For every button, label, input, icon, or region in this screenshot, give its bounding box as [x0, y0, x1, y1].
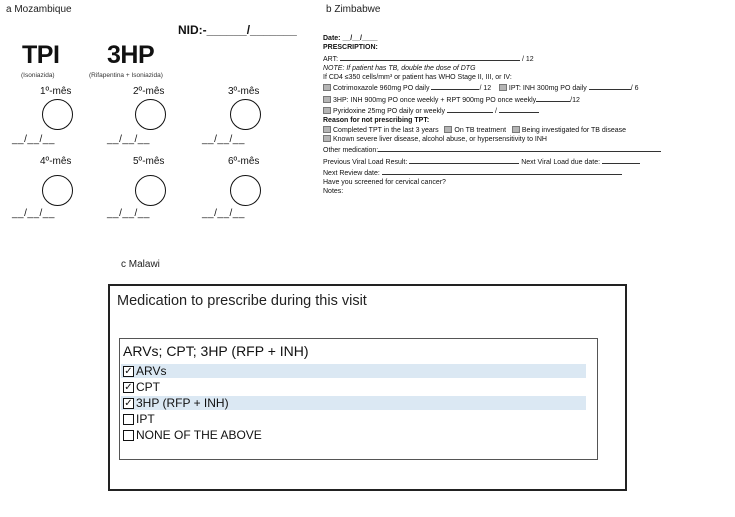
- zim-reason-4-checkbox[interactable]: [323, 135, 331, 142]
- month-6-circle[interactable]: [230, 175, 261, 206]
- zim-ctx-suffix: / 12: [479, 85, 492, 93]
- month-6-label: 6º-mês: [228, 156, 260, 167]
- zim-other-med-field[interactable]: [378, 144, 661, 152]
- zim-reason-2-checkbox[interactable]: [444, 126, 452, 133]
- zim-reason-4-label: Known severe liver disease, alcohol abuse, or hypersensitivity to INH: [333, 135, 547, 143]
- 3hp-subtitle: (Rifapentina + Isoniazida): [89, 72, 163, 79]
- zim-ipt-field[interactable]: [589, 82, 631, 90]
- zim-3hp-label: 3HP: INH 900mg PO once weekly + RPT 900mg PO once weekly: [333, 96, 537, 104]
- month-4-label: 4º-mês: [40, 156, 72, 167]
- malawi-option-label: NONE OF THE ABOVE: [136, 428, 262, 442]
- malawi-option-label: 3HP (RFP + INH): [136, 396, 229, 410]
- zim-art-suffix: / 12: [520, 55, 534, 63]
- malawi-checkbox-cpt[interactable]: ✓: [124, 381, 133, 393]
- zim-art-field[interactable]: [340, 53, 520, 61]
- zim-ctx-field[interactable]: [431, 82, 479, 90]
- malawi-option-ipt[interactable]: [121, 412, 586, 426]
- zim-other-med-label: Other medication:: [323, 147, 379, 155]
- zim-ctx-label: Cotrimoxazole 960mg PO daily: [333, 85, 430, 93]
- malawi-checkbox-none[interactable]: [123, 430, 134, 441]
- malawi-option-3hp[interactable]: [121, 396, 586, 410]
- malawi-option-label: CPT: [136, 380, 160, 394]
- zim-note: NOTE: If patient has TB, double the dose of DTG: [323, 64, 476, 72]
- zim-next-review-field[interactable]: [382, 167, 622, 175]
- zim-cervical-question: Have you screened for cervical cancer?: [323, 179, 446, 187]
- malawi-checkbox-arvs[interactable]: ✓: [124, 365, 133, 377]
- zim-cd4-text: If CD4 ≤350 cells/mm³ or patient has WHO Stage II, III, or IV:: [323, 74, 512, 82]
- zim-prev-vl-field[interactable]: [409, 156, 519, 164]
- malawi-option-none[interactable]: [121, 428, 586, 442]
- month-2-date[interactable]: __/__/__: [107, 134, 150, 145]
- month-2-label: 2º-mês: [133, 86, 165, 97]
- zim-form: [323, 34, 661, 197]
- zim-ctx-checkbox[interactable]: [323, 84, 331, 91]
- zim-reason-3-label: Being investigated for TB disease: [521, 126, 627, 134]
- month-3-label: 3º-mês: [228, 86, 260, 97]
- month-6-date[interactable]: __/__/__: [202, 208, 245, 219]
- zim-next-vl-field[interactable]: [602, 156, 640, 164]
- zim-3hp-suffix: /12: [570, 96, 580, 104]
- month-1-date[interactable]: __/__/__: [12, 134, 55, 145]
- zim-pyridoxine-suffix: /: [494, 108, 497, 116]
- malawi-selected-summary: ARVs; CPT; 3HP (RFP + INH): [123, 343, 309, 359]
- month-2-circle[interactable]: [135, 99, 166, 130]
- panel-label-mozambique: a Mozambique: [6, 4, 72, 15]
- zim-reason-heading: Reason for not prescribing TPT:: [323, 117, 430, 125]
- tpi-subtitle: (Isoniazida): [21, 72, 55, 79]
- zim-next-vl-label: Next Viral Load due date:: [521, 158, 601, 166]
- zim-reason-1-label: Completed TPT in the last 3 years: [333, 126, 439, 134]
- zim-reason-1-checkbox[interactable]: [323, 126, 331, 133]
- month-3-circle[interactable]: [230, 99, 261, 130]
- month-5-circle[interactable]: [135, 175, 166, 206]
- zim-3hp-field[interactable]: [536, 94, 570, 102]
- month-4-date[interactable]: __/__/__: [12, 208, 55, 219]
- zim-pyridoxine-field[interactable]: [447, 105, 493, 113]
- tpi-title: TPI: [22, 41, 60, 69]
- zim-reason-3-checkbox[interactable]: [512, 126, 520, 133]
- zim-prescription-heading: PRESCRIPTION:: [323, 44, 378, 52]
- zim-date[interactable]: Date: __/__/____: [323, 35, 378, 42]
- malawi-option-arvs[interactable]: [121, 364, 586, 378]
- zim-ipt-label: IPT: INH 300mg PO daily: [508, 85, 587, 93]
- panel-label-zimbabwe: b Zimbabwe: [326, 4, 381, 15]
- zim-pyridoxine-field-2[interactable]: [499, 105, 539, 113]
- panel-label-malawi: c Malawi: [121, 259, 160, 270]
- month-4-circle[interactable]: [42, 175, 73, 206]
- 3hp-title: 3HP: [107, 41, 155, 69]
- zim-next-review-label: Next Review date:: [323, 169, 380, 177]
- malawi-title: Medication to prescribe during this visit: [117, 293, 367, 309]
- month-1-circle[interactable]: [42, 99, 73, 130]
- month-1-label: 1º-mês: [40, 86, 72, 97]
- zim-pyridoxine-label: Pyridoxine 25mg PO daily or weekly: [333, 108, 446, 116]
- zim-pyridoxine-checkbox[interactable]: [323, 107, 331, 114]
- zim-art-label: ART:: [323, 55, 340, 63]
- zim-ipt-suffix: / 6: [630, 85, 639, 93]
- zim-notes-label: Notes:: [323, 188, 344, 196]
- month-3-date[interactable]: __/__/__: [202, 134, 245, 145]
- malawi-checkbox-3hp[interactable]: ✓: [124, 397, 133, 409]
- zim-ipt-checkbox[interactable]: [499, 84, 507, 91]
- malawi-option-cpt[interactable]: [121, 380, 586, 394]
- month-5-label: 5º-mês: [133, 156, 165, 167]
- nid-field: NID:-______/_______: [178, 23, 297, 37]
- malawi-option-label: IPT: [136, 412, 155, 426]
- zim-reason-2-label: On TB treatment: [454, 126, 507, 134]
- month-5-date[interactable]: __/__/__: [107, 208, 150, 219]
- malawi-option-label: ARVs: [136, 364, 167, 378]
- malawi-checkbox-ipt[interactable]: [123, 414, 134, 425]
- zim-3hp-checkbox[interactable]: [323, 96, 331, 103]
- zim-prev-vl-label: Previous Viral Load Result:: [323, 158, 408, 166]
